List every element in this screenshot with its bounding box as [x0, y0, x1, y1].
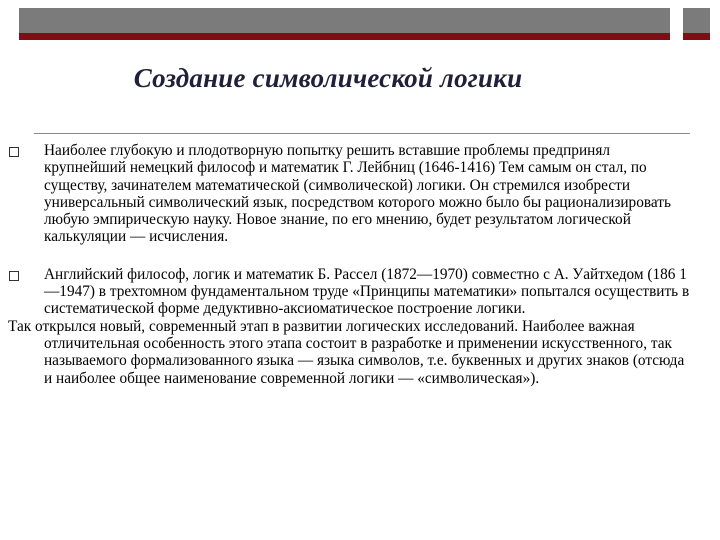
- slide-title: Создание символической логики: [133, 63, 523, 93]
- header-red-rule: [19, 33, 670, 40]
- corner-red-segment: [683, 33, 710, 40]
- corner-gray-segment: [683, 8, 710, 33]
- square-bullet-icon: [9, 147, 19, 157]
- bullet-text: Наиболее глубокую и плодотворную попытку решить вставшие проблемы предпринял крупнейший немецкий философ и математик Г. Лейбниц (1646-1416) Тем самым он стал, по существу, зачинателем математической (символической) логики. Он стремился изобрести универсальный символический язык, посредством которого можно было бы рационализировать любую эмпирическую науку. Новое знание, по его мнению, будет результатом логической калькуляции — исчисления.: [44, 142, 671, 246]
- bullet-item: [8, 142, 694, 246]
- slide-body: [8, 142, 694, 387]
- square-bullet-icon: [9, 271, 19, 281]
- bullet-text: Английский философ, логик и математик Б. Рассел (1872—1970) совместно с А. Уайтхедом (186 1—1947) в трехтомном фундаментальном труде «Принципы математики» попытался осуществить в систематической форме дедуктивно-аксиоматическое построение логики.: [44, 265, 690, 318]
- header-gray-band: [19, 8, 670, 33]
- bullet-item: [8, 266, 694, 318]
- header-corner-block: [683, 8, 710, 40]
- title-divider: [34, 133, 690, 134]
- body-paragraph: Так открылся новый, современный этап в развитии логических исследований. Наиболее важная отличительная особенность этого этапа состоит в разработке и применении искусственного, так называемого формализованного языка — языка символов, т.е. буквенных и других знаков (отсюда и наиболее общее наименование современной логики — «символическая»).: [8, 317, 685, 387]
